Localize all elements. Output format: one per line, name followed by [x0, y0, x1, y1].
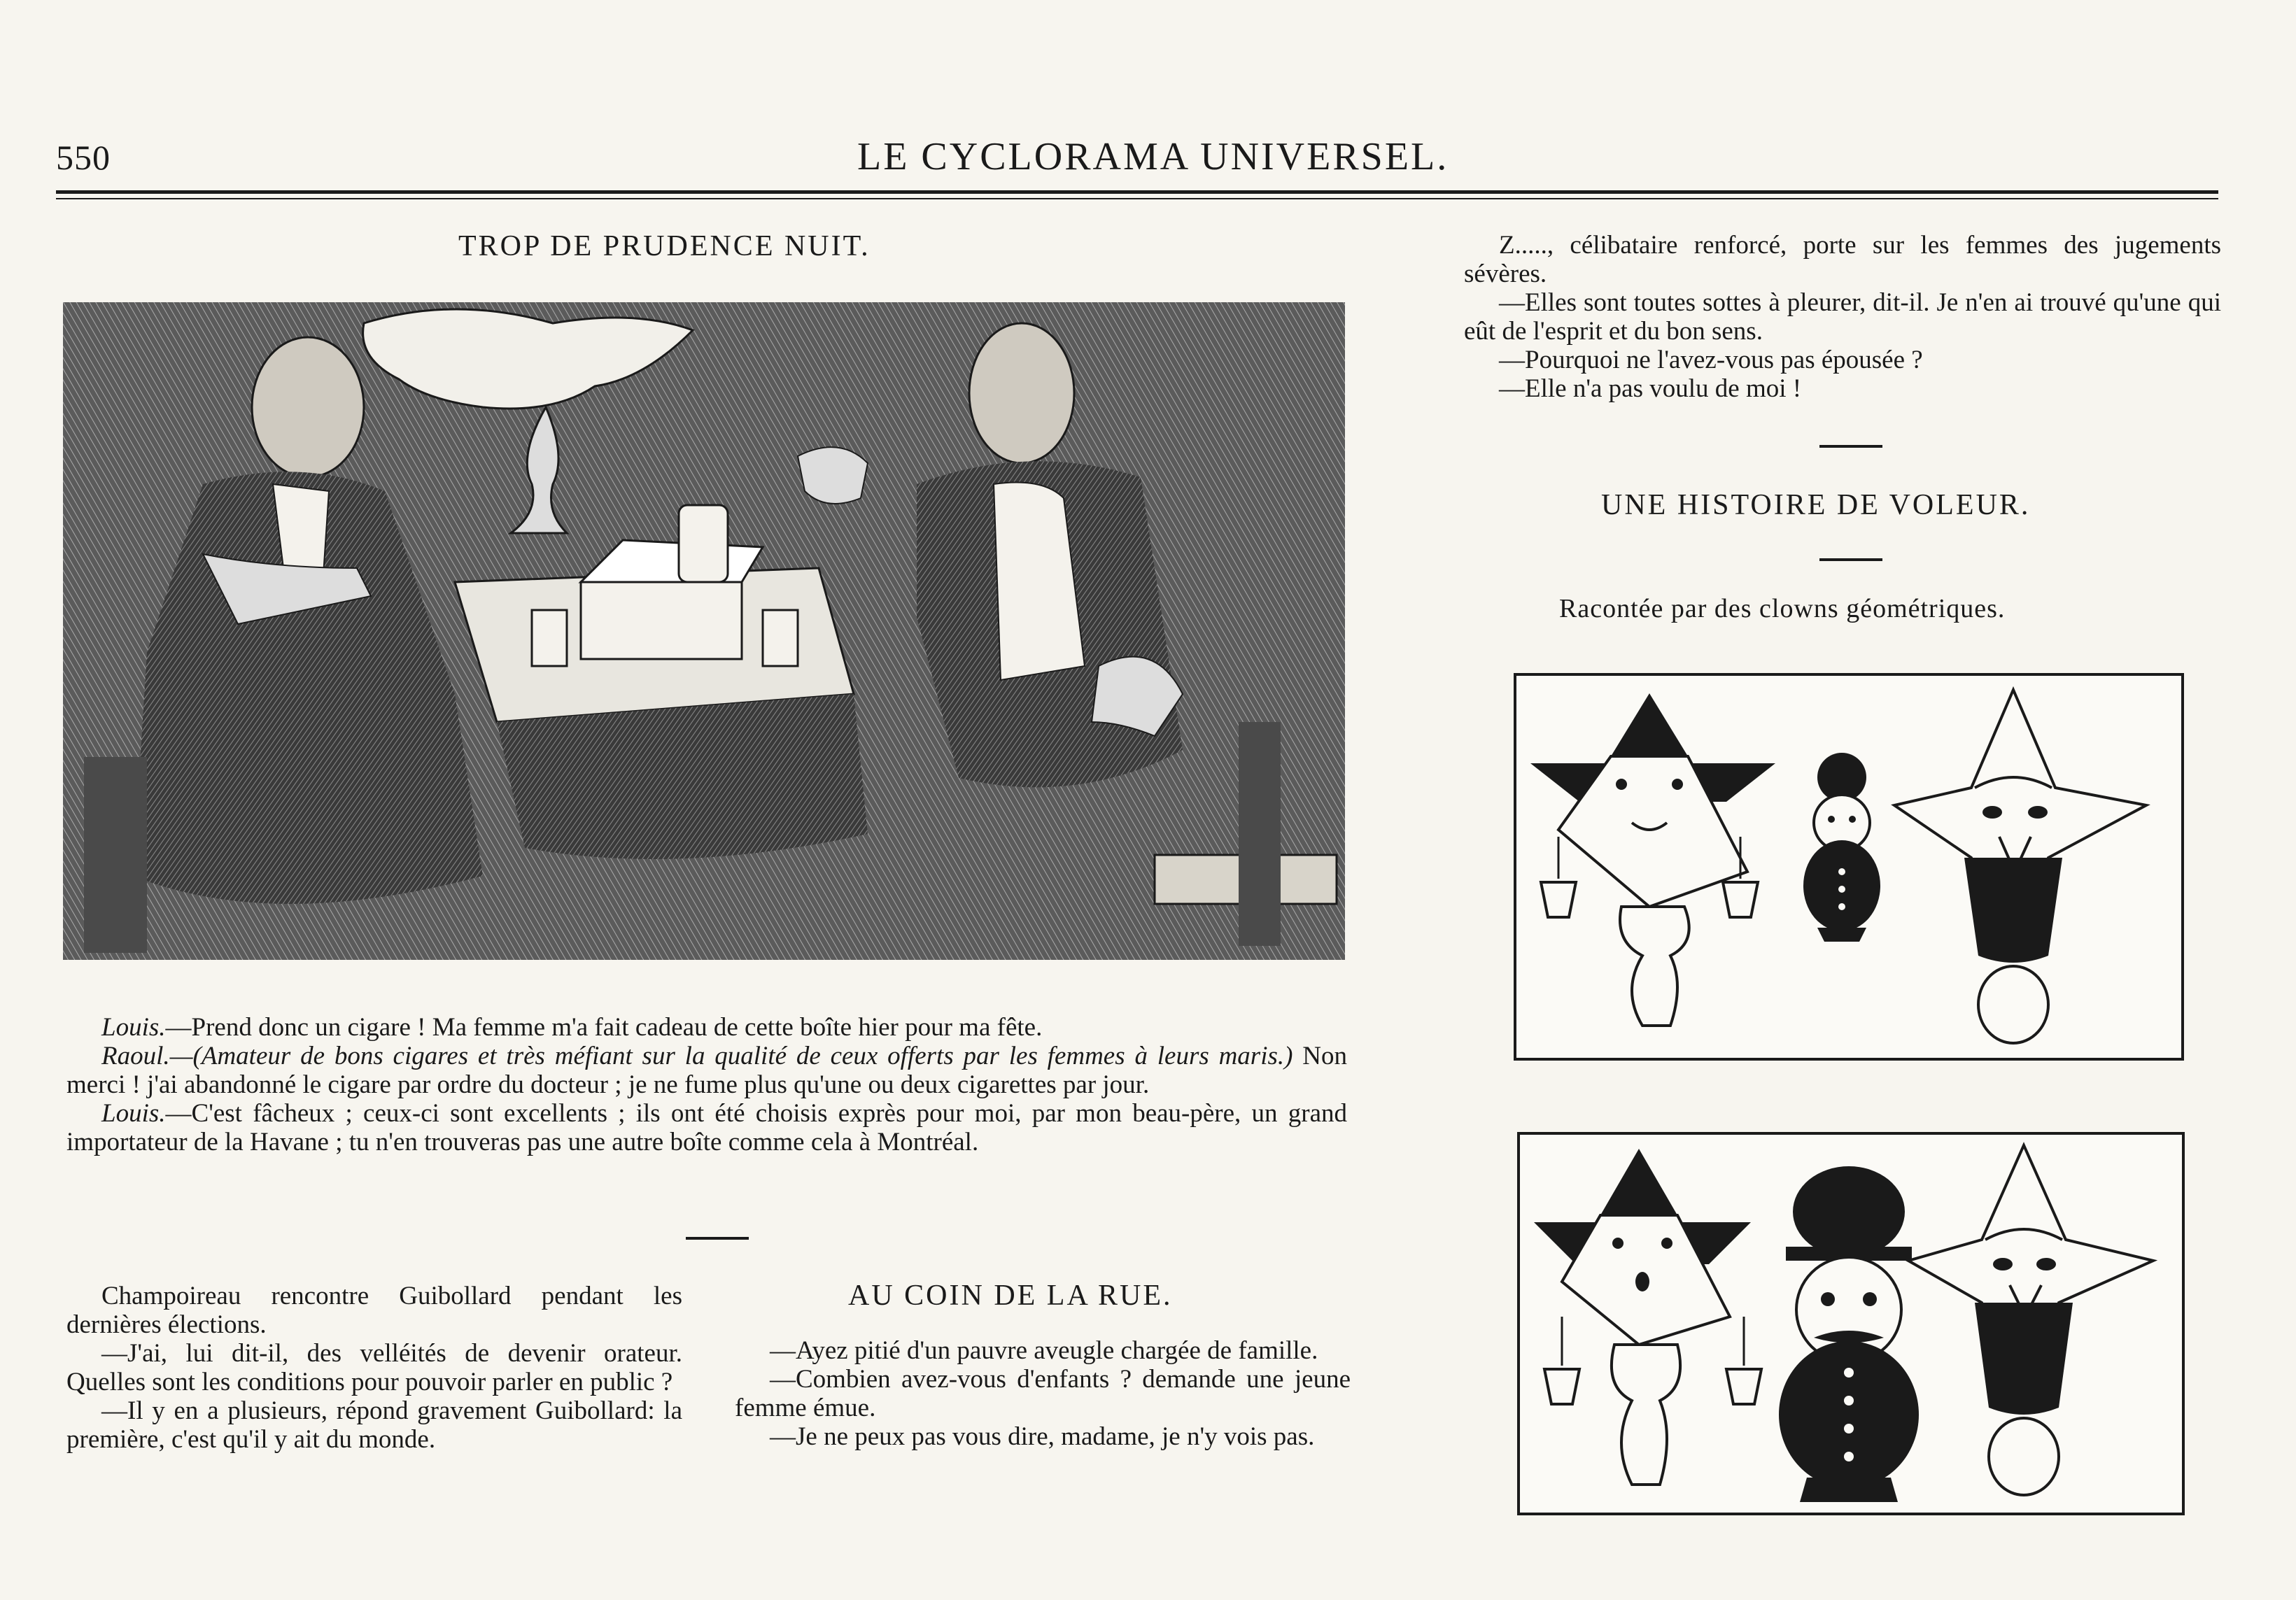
header-rule	[56, 190, 2218, 194]
anecdote-paragraph: —Combien avez-vous d'enfants ? demande une jeune femme émue.	[735, 1365, 1351, 1422]
clown-panel-1	[1514, 673, 2184, 1061]
dialogue-text: —Prend donc un cigare ! Ma femme m'a fait cadeau de cette boîte hier pour ma fête.	[165, 1013, 1043, 1042]
anecdote-paragraph: —Elles sont toutes sottes à pleurer, dit-il. Je n'en ai trouvé qu'une qui eût de l'esprit et du bon sens.	[1464, 288, 2221, 346]
section-divider	[1819, 558, 1882, 561]
anecdote-paragraph: —Elle n'a pas voulu de moi !	[1499, 374, 1802, 403]
anecdote-column-right	[735, 1336, 1351, 1451]
anecdote-paragraph: —Il y en a plusieurs, répond gravement Guibollard: la première, c'est qu'il y ait du monde.	[66, 1396, 682, 1454]
article-title: UNE HISTOIRE DE VOLEUR.	[1601, 489, 2031, 521]
speaker-name: Louis.	[101, 1099, 166, 1128]
anecdote-paragraph: Champoireau rencontre Guibollard pendant les dernières élections.	[66, 1282, 682, 1339]
page-number: 550	[56, 138, 111, 177]
anecdote-paragraph: Z....., célibataire renforcé, porte sur les femmes des jugements sévères.	[1464, 231, 2221, 288]
clown-panel-2	[1517, 1132, 2185, 1515]
dialogue-text: —C'est fâcheux ; ceux-ci sont excellents ; ils ont été choisis exprès pour moi, par mon beau-père, un grand importateur de la Havane ; tu n'en trouveras pas une autre boîte comme cela à Montréal.	[66, 1099, 1347, 1156]
dialogue-line-1	[66, 1013, 1347, 1042]
section-divider	[686, 1237, 749, 1240]
article-title: AU COIN DE LA RUE.	[848, 1280, 1173, 1312]
dialogue-block	[66, 1013, 1347, 1156]
anecdote-paragraph: —Pourquoi ne l'avez-vous pas épousée ?	[1499, 346, 1923, 374]
header-rule-thin	[56, 198, 2218, 199]
anecdote-column-left	[66, 1282, 682, 1454]
speaker-name: Raoul.	[101, 1042, 170, 1070]
anecdote-paragraph: —Je ne peux pas vous dire, madame, je n'y vois pas.	[770, 1422, 1315, 1451]
dialogue-text: Non merci ! j'ai abandonné le cigare par ordre du docteur ; je ne fume plus qu'une ou deux cigarettes par jour.	[66, 1042, 1347, 1099]
anecdote-column-top-right	[1464, 231, 2221, 403]
anecdote-paragraph: —J'ai, lui dit-il, des velléités de devenir orateur. Quelles sont les conditions pour pouvoir parler en public ?	[66, 1339, 682, 1396]
dialogue-line-2	[66, 1042, 1347, 1099]
dialogue-line-3	[66, 1099, 1347, 1156]
anecdote-paragraph: —Ayez pitié d'un pauvre aveugle chargée de famille.	[770, 1336, 1318, 1365]
section-divider	[1819, 445, 1882, 448]
article-subtitle: Racontée par des clowns géométriques.	[1559, 594, 2006, 623]
publication-title: LE CYCLORAMA UNIVERSEL.	[857, 135, 1449, 178]
article-title: TROP DE PRUDENCE NUIT.	[458, 230, 871, 262]
speaker-name: Louis.	[101, 1013, 166, 1042]
stage-direction: —(Amateur de bons cigares et très méfiant sur la qualité de ceux offerts par les femmes à leurs maris.)	[169, 1042, 1293, 1070]
engraving-illustration	[63, 302, 1345, 960]
